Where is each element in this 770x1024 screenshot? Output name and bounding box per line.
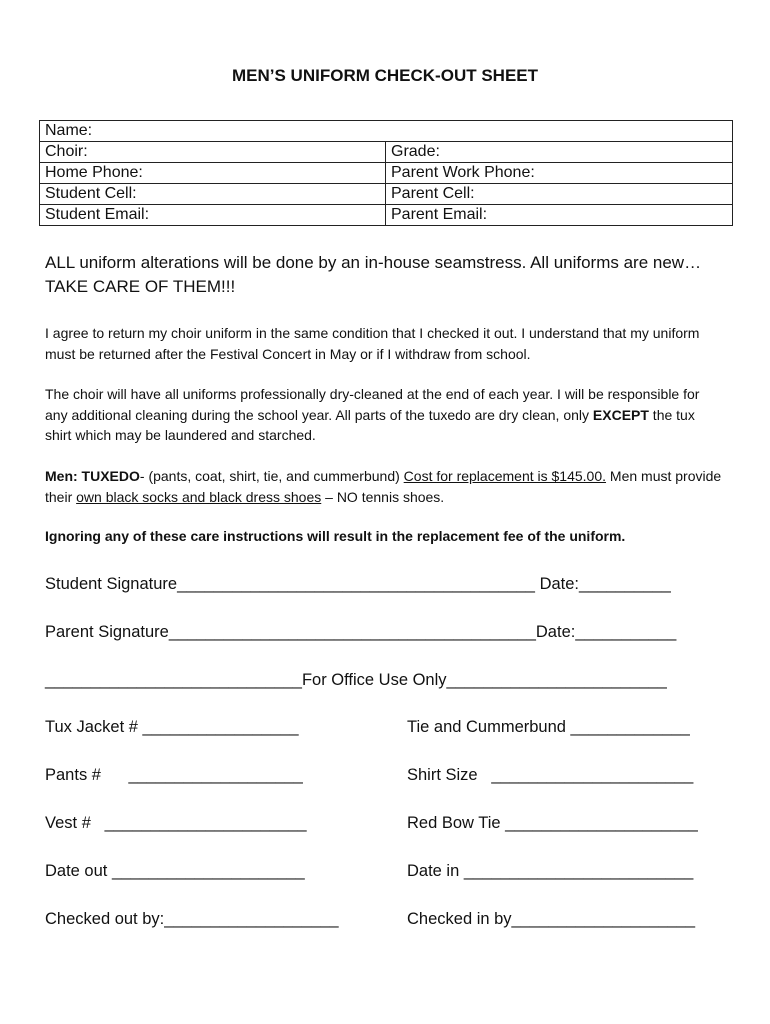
cleaning-text-before: The choir will have all uniforms professionally dry-cleaned at the end of each year. I will be responsible for any additional cleaning during the school year. All parts of the tuxedo are dry clean, only [45,386,700,423]
shirt-size-field[interactable]: Shirt Size ______________________ [407,766,694,784]
men-tuxedo-parts: - (pants, coat, shirt, tie, and cummerbund) [139,468,404,484]
grade-field[interactable]: Grade: [386,142,733,163]
student-info-table [39,120,733,226]
socks-shoes-requirement: own black socks and black dress shoes [76,488,322,505]
pants-field[interactable]: Pants # ___________________ [45,766,303,784]
parent-work-phone-field[interactable]: Parent Work Phone: [386,163,733,184]
alterations-notice: ALL uniform alterations will be done by an in-house seamstress. All uniforms are new… TAKE CARE OF THEM!!! [45,253,702,296]
tie-cummerbund-field[interactable]: Tie and Cummerbund _____________ [407,718,690,736]
parent-cell-field[interactable]: Parent Cell: [386,184,733,205]
date-out-field[interactable]: Date out _____________________ [45,862,305,880]
agreement-paragraph: I agree to return my choir uniform in the same condition that I checked it out. I understand that my uniform must be returned after the Festival Concert in May or if I withdraw from school. [45,325,700,362]
parent-signature-line[interactable]: Parent Signature________________________________________Date:___________ [45,623,677,641]
student-email-field[interactable]: Student Email: [40,205,386,226]
cleaning-paragraph [45,384,725,446]
replacement-cost: Cost for replacement is $145.00. [403,468,607,484]
parent-email-field[interactable]: Parent Email: [386,205,733,226]
men-tuxedo-label: Men: TUXEDO [45,468,140,484]
checked-out-by-field[interactable]: Checked out by:___________________ [45,910,339,928]
name-field[interactable]: Name: [40,121,733,142]
office-use-heading: ____________________________For Office Use Only________________________ [45,671,667,689]
home-phone-field[interactable]: Home Phone: [40,163,386,184]
care-warning: Ignoring any of these care instructions will result in the replacement fee of the uniform. [45,528,626,544]
choir-field[interactable]: Choir: [40,142,386,163]
checked-in-by-field[interactable]: Checked in by____________________ [407,910,696,928]
cleaning-text-after: the tux shirt which may be laundered and starched. [45,406,695,443]
page-title: MEN’S UNIFORM CHECK-OUT SHEET [232,66,538,85]
men-must-provide: Men must provide their [45,468,722,505]
vest-field[interactable]: Vest # ______________________ [45,814,307,832]
date-in-field[interactable]: Date in _________________________ [407,862,694,880]
no-tennis-shoes: – NO tennis shoes. [321,488,445,505]
student-signature-line[interactable]: Student Signature_______________________________________ Date:__________ [45,575,671,593]
student-cell-field[interactable]: Student Cell: [40,184,386,205]
red-bow-tie-field[interactable]: Red Bow Tie _____________________ [407,814,698,832]
cleaning-except: EXCEPT [592,406,649,423]
tux-jacket-field[interactable]: Tux Jacket # _________________ [45,718,299,736]
men-tuxedo-paragraph [45,466,725,507]
